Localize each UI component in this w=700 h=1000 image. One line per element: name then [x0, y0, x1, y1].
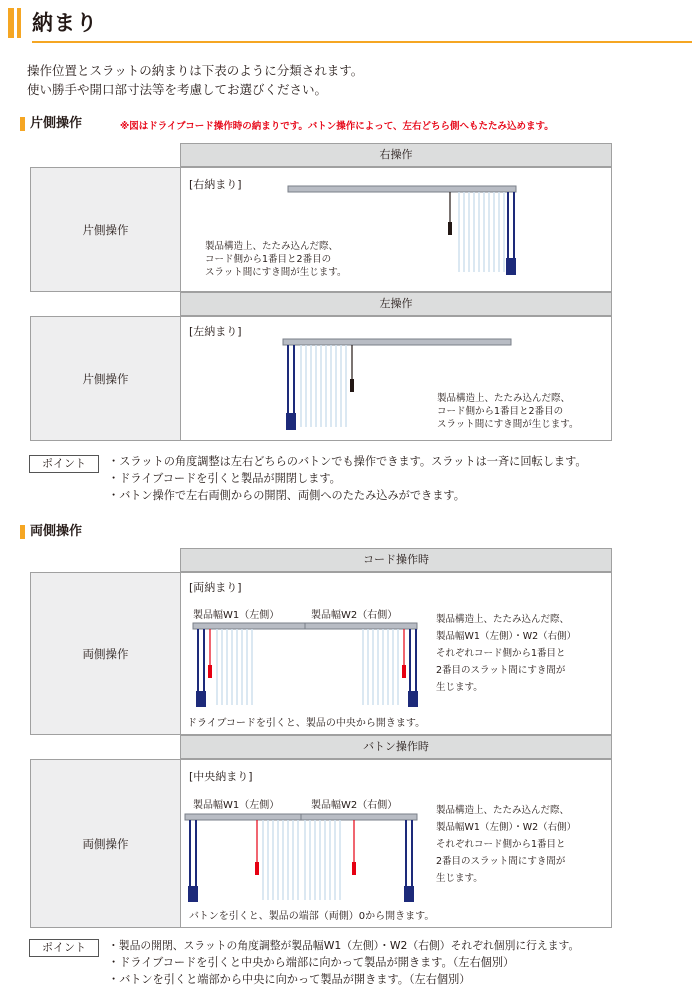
section-title: 片側操作	[30, 116, 83, 131]
diagram-caption: バトンを引くと、製品の端部（両側）0から開きます。	[189, 911, 435, 922]
diagram-tag: [右納まり]	[189, 178, 242, 191]
point-line-1: ・スラットの角度調整は左右どちらのバトンでも操作できます。スラットは一斉に回転します。	[108, 455, 587, 468]
point-line-2: ・ドライブコードを引くと製品が開閉します。	[108, 472, 341, 485]
point-line-3: ・バトンを引くと端部から中央に向かって製品が開きます。（左右個別）	[108, 973, 471, 986]
section-title: 両側操作	[30, 524, 83, 539]
width-label-w1: 製品幅W1（左側）	[193, 800, 280, 811]
diagram-tag: [両納まり]	[189, 581, 242, 594]
diagram-tag: [中央納まり]	[189, 770, 253, 783]
desc-line-5: 生じます。	[436, 873, 483, 884]
diagram-cell-right	[180, 167, 612, 292]
desc-line-3: それぞれコード側から1番目と	[436, 648, 566, 659]
point-line-3: ・バトン操作で左右両側からの開閉、両側へのたたみ込みができます。	[108, 489, 465, 502]
diagram-cell-left	[180, 316, 612, 441]
title-accent-bar-thin	[17, 8, 21, 38]
desc-line-2: 製品幅W1（左側）・W2（右側）	[436, 822, 577, 833]
intro-line-2: 使い勝手や開口部寸法等を考慮してお選びください。	[27, 82, 328, 97]
intro-line-1: 操作位置とスラットの納まりは下表のように分類されます。	[27, 63, 364, 78]
point-line-1: ・製品の開閉、スラットの角度調整が製品幅W1（左側）・W2（右側）それぞれ個別に行えます。	[108, 939, 580, 952]
row-label-text: 片側操作	[82, 371, 129, 386]
blind-diagram-left	[181, 317, 611, 440]
row-label-text: 両側操作	[82, 646, 129, 661]
blind-diagram-both-baton	[181, 760, 611, 905]
desc-line-1: 製品構造上、たたみ込んだ際、	[436, 614, 570, 625]
desc-line-4: 2番目のスラット間にすき間が	[436, 856, 566, 867]
row-label-one-side-right	[30, 167, 181, 292]
page-title: 納まり	[32, 11, 98, 35]
point-line-2: ・ドライブコードを引くと中央から端部に向かって製品が開きます。（左右個別）	[108, 956, 515, 969]
title-accent-bar	[8, 8, 14, 38]
section-note: ※図はドライブコード操作時の納まりです。バトン操作によって、左右どちら側へもたたみ込めます。	[120, 121, 554, 132]
desc-line-1: 製品構造上、たたみ込んだ際、	[437, 393, 571, 404]
point-label: ポイント	[29, 455, 99, 473]
header-baton-operation: バトン操作時	[180, 735, 612, 759]
desc-line-5: 生じます。	[436, 682, 483, 693]
desc-line-1: 製品構造上、たたみ込んだ際、	[436, 805, 570, 816]
desc-line-3: それぞれコード側から1番目と	[436, 839, 566, 850]
row-label-both-cord	[30, 572, 181, 735]
title-bar	[8, 6, 692, 42]
desc-line-3: スラット間にすき間が生じます。	[205, 267, 347, 278]
header-right-operation: 右操作	[180, 143, 612, 167]
row-label-one-side-left	[30, 316, 181, 441]
row-label-text: 両側操作	[82, 836, 129, 851]
width-label-w1: 製品幅W1（左側）	[193, 610, 280, 621]
diagram-tag: [左納まり]	[189, 325, 242, 338]
width-label-w2: 製品幅W2（右側）	[311, 800, 398, 811]
diagram-cell-cord	[180, 572, 612, 735]
blind-diagram-right	[181, 168, 611, 291]
desc-line-3: スラット間にすき間が生じます。	[437, 419, 579, 430]
desc-line-2: コード側から1番目と2番目の	[437, 406, 564, 417]
header-cord-operation: コード操作時	[180, 548, 612, 572]
point-label: ポイント	[29, 939, 99, 957]
blind-diagram-both-cord	[181, 573, 611, 713]
header-left-operation: 左操作	[180, 292, 612, 316]
row-label-text: 片側操作	[82, 222, 129, 237]
desc-line-1: 製品構造上、たたみ込んだ際、	[205, 241, 339, 252]
width-label-w2: 製品幅W2（右側）	[311, 610, 398, 621]
row-label-both-baton	[30, 759, 181, 928]
diagram-caption: ドライブコードを引くと、製品の中央から開きます。	[187, 718, 426, 729]
desc-line-4: 2番目のスラット間にすき間が	[436, 665, 566, 676]
title-underline	[32, 41, 692, 43]
desc-line-2: 製品幅W1（左側）・W2（右側）	[436, 631, 577, 642]
desc-line-2: コード側から1番目と2番目の	[205, 254, 332, 265]
diagram-cell-baton	[180, 759, 612, 928]
